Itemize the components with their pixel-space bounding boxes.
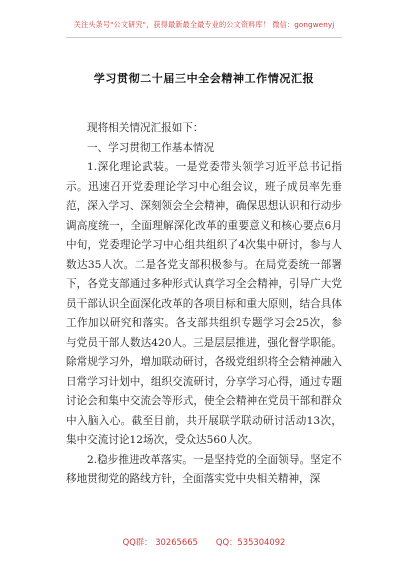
paragraph-item-2: 2.稳步推进改革落实。一是坚持党的全面领导。坚定不移地贯彻党的路线方针，全面落实党中央相关精神，深 <box>66 453 342 485</box>
document-title: 学习贯彻二十届三中全会精神工作情况汇报 <box>93 72 315 85</box>
paragraph-item-1: 1.深化理论武装。一是党委带头领学习近平总书记指示。迅速召开党委理论学习中心组会议，班子成员率先垂范，深入学习、深刻领会全会精神，确保思想认识和行动步调高度统一，全面理解深化改革的重要意义和核心要点6月中旬，党委理论学习中心组共组织了4次集中研讨，参与人数达35人次。二是各党支部积极参与。在局党委统一部署下，各党支部通过多种形式认真学习全会精神，引导广大党员干部认识全面深化改革的各项目标和重大原则，结合具体工作加以研究和落实。各支部共组织专题学习会25次，参与党员干部人数达420人。三是层层推进，强化督学职能。除常规学习外，增加联动研讨，各级党组织将全会精神融入日常学习计划中，组织交流研讨，分享学习心得，通过专题讨论会和集中交流会等形式，使全会精神在党员干部和群众中入脑入心。截至目前，共开展联学联动研讨活动13次，集中交流讨论12场次，受众达560人次。 <box>66 161 342 446</box>
footer-contact <box>0 536 408 548</box>
paragraph-intro: 现将相关情况汇报如下： <box>87 122 204 134</box>
header-divider <box>66 37 342 38</box>
footer-qq-group: QQ群： 30265665 <box>122 537 198 547</box>
document-body <box>66 119 342 490</box>
paragraph-section-heading: 一、学习贯彻工作基本情况 <box>87 141 215 154</box>
header-banner: 关注头条号"公文研究"，获得最新最全最专业的公文资料库！ 微信：gongwenyj <box>73 20 335 29</box>
footer-qq-number: QQ：535304092 <box>215 537 286 547</box>
